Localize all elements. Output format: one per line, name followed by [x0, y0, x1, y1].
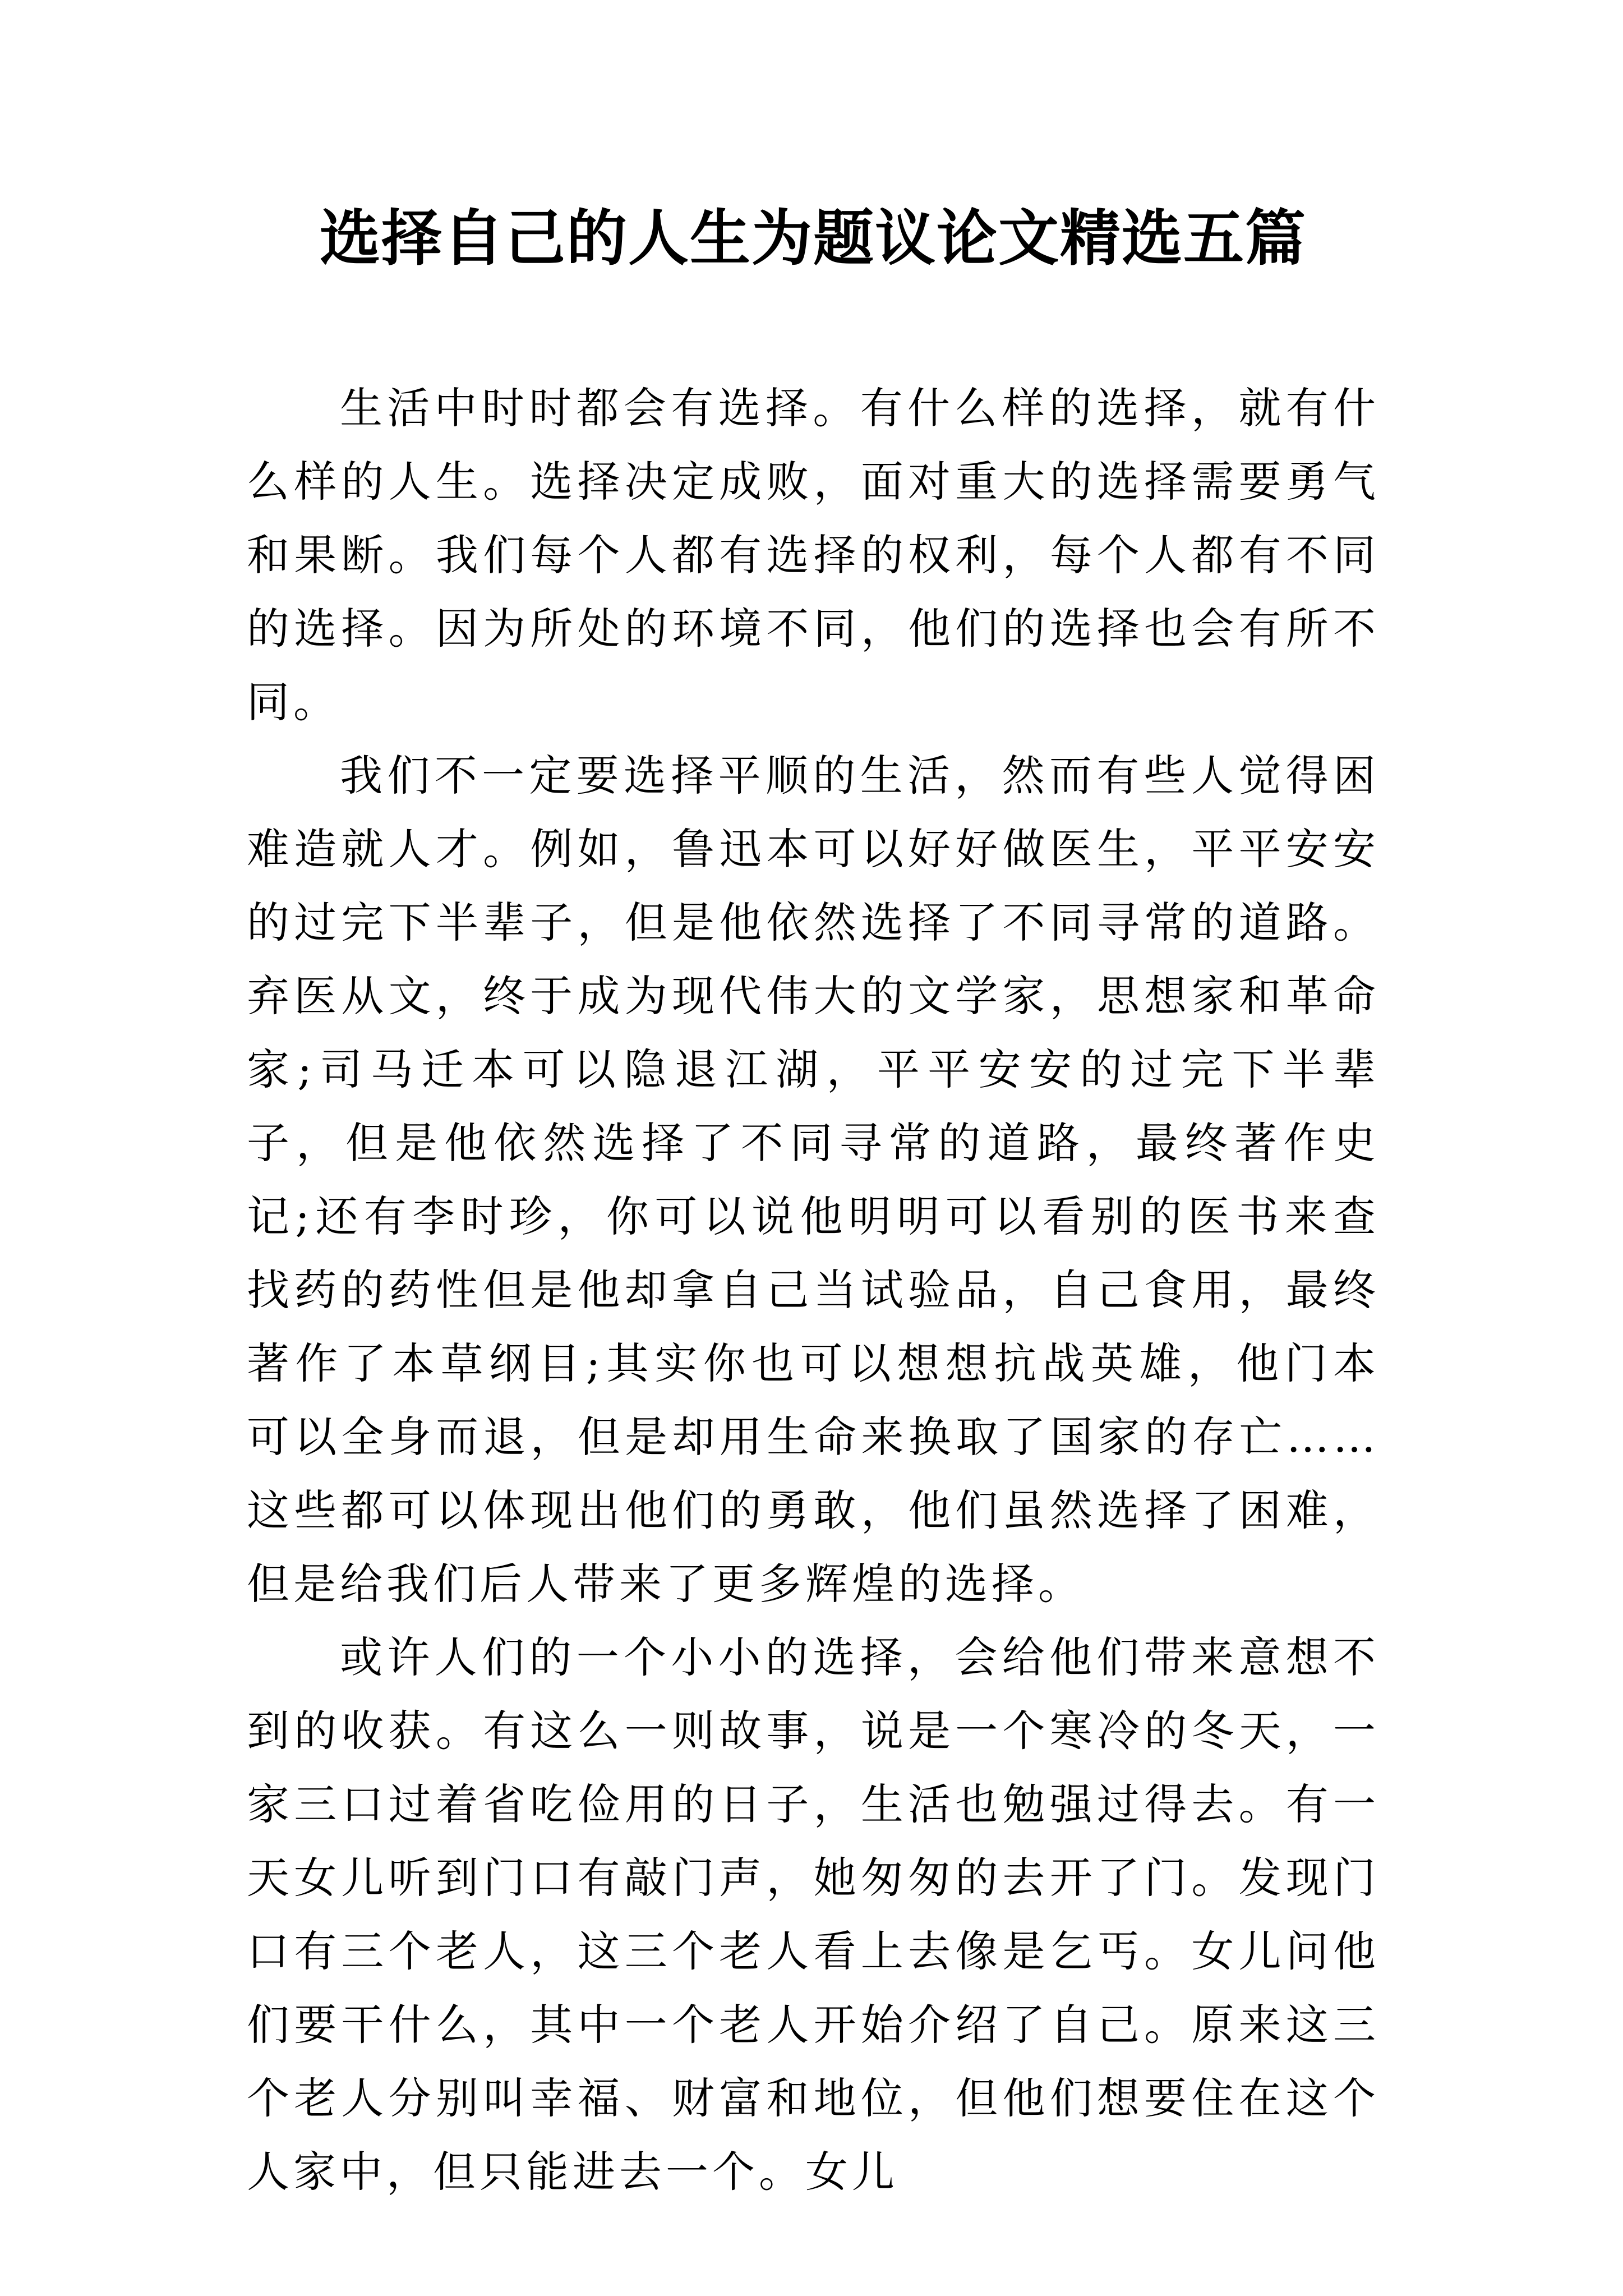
document-title: 选择自己的人生为题议论文精选五篇	[319, 203, 1307, 274]
document-body	[247, 371, 1380, 2208]
paragraph: 或许人们的一个小小的选择，会给他们带来意想不到的收获。有这么一则故事，说是一个寒冷的冬天，一家三口过着省吃俭用的日子，生活也勉强过得去。有一天女儿听到门口有敲门声，她匆匆的去开了门。发现门口有三个老人，这三个老人看上去像是乞丐。女儿问他们要干什么，其中一个老人开始介绍了自己。原来这三个老人分别叫幸福、财富和地位，但他们想要住在这个人家中，但只能进去一个。女儿	[247, 1632, 1380, 2197]
paragraph: 生活中时时都会有选择。有什么样的选择，就有什么样的人生。选择决定成败，面对重大的选择需要勇气和果断。我们每个人都有选择的权利，每个人都有不同的选择。因为所处的环境不同，他们的选择也会有所不同。	[247, 383, 1380, 727]
paragraph: 我们不一定要选择平顺的生活，然而有些人觉得困难造就人才。例如，鲁迅本可以好好做医生，平平安安的过完下半辈子，但是他依然选择了不同寻常的道路。弃医从文，终于成为现代伟大的文学家，思想家和革命家;司马迁本可以隐退江湖，平平安安的过完下半辈子，但是他依然选择了不同寻常的道路，最终著作史记;还有李时珍，你可以说他明明可以看别的医书来查找药的药性但是他却拿自己当试验品，自己食用，最终著作了本草纲目;其实你也可以想想抗战英雄，他门本可以全身而退，但是却用生命来换取了国家的存亡……这些都可以体现出他们的勇敢，他们虽然选择了困难，但是给我们后人带来了更多辉煌的选择。	[247, 751, 1380, 1609]
